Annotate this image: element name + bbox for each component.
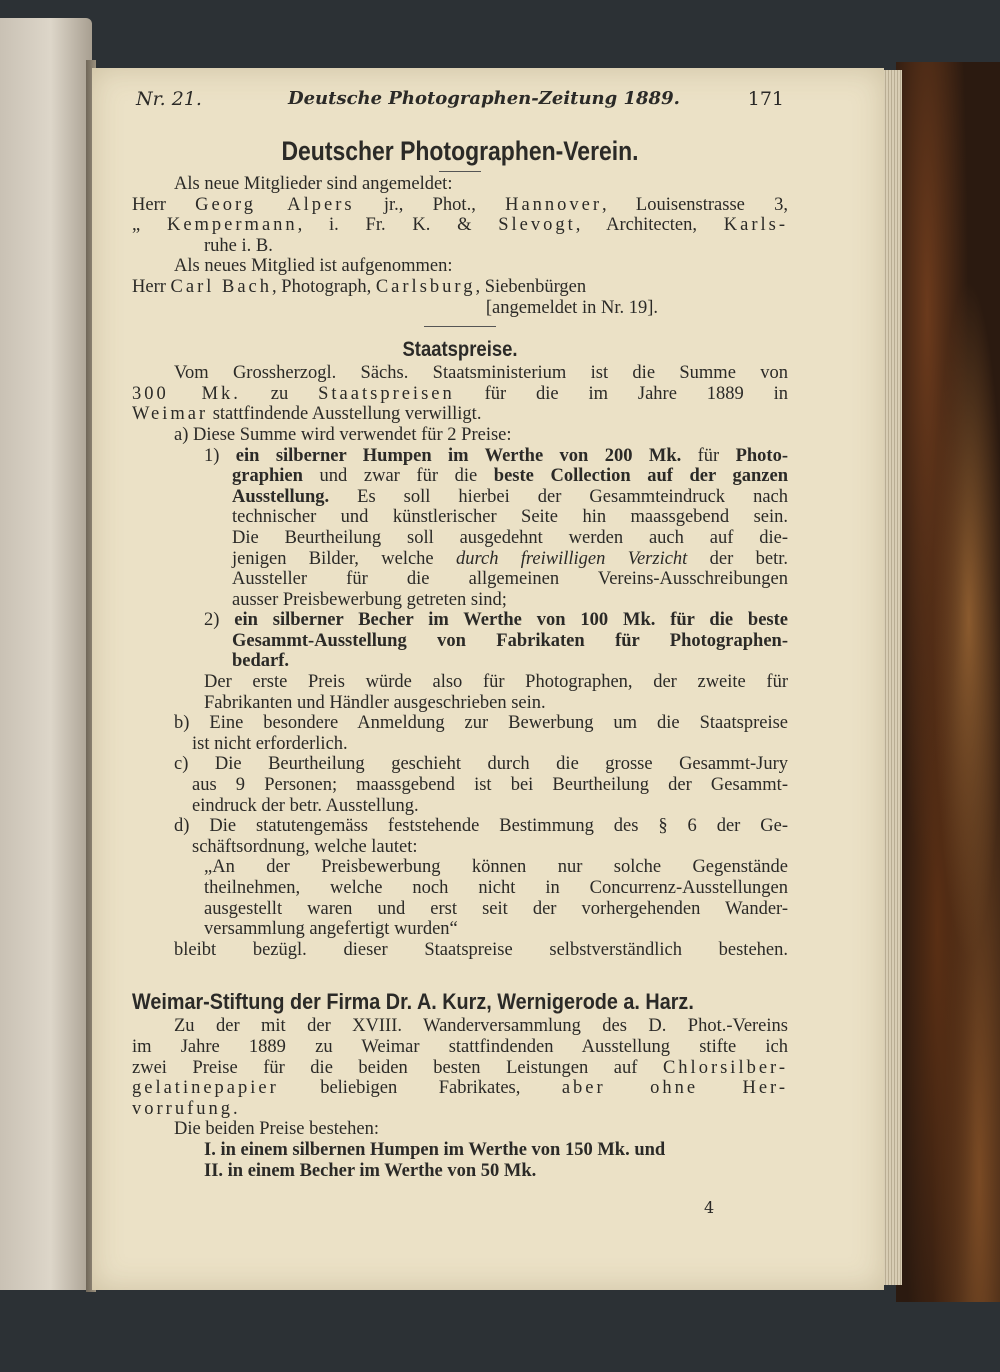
page-number: 171 xyxy=(747,88,784,110)
section-title-stiftung: Weimar-Stiftung der Firma Dr. A. Kurz, Wernigerode a. Harz. xyxy=(132,989,694,1015)
text-line: vorrufung. xyxy=(132,1098,241,1119)
text-line: gelatinepapier beliebigen Fabrikates, aber ohne Her- xyxy=(132,1078,788,1099)
text-line: im Jahre 1889 zu Weimar stattfindenden Ausstellung stifte ich xyxy=(132,1036,788,1057)
prize-item-1: 1) ein silberner Humpen im Werthe von 200 Mk. für Photo- graphien und zwar für die beste Collection auf der ganzen Ausstellung. Es soll hierbei der Gesammteindruck nach technischer und künstlerischer Seite hin maassgebend sein. Die Beurtheilung soll ausgedehnt werden auch auf die- jenigen Bilder, welche durch freiwilligen Verzicht der betr. Aussteller für die allgemeinen Vereins-Ausschreibungen ausser Preisbewerbung getreten sind; xyxy=(204,445,788,610)
text-line: aus 9 Personen; maassgebend ist bei Beurtheilung der Gesammt- xyxy=(192,775,788,796)
member-line: „ Kempermann, i. Fr. K. & Slevogt, Architecten, Karls- xyxy=(132,215,788,236)
text-line: Die beiden Preise bestehen: xyxy=(174,1119,379,1140)
text-line: eindruck der betr. Ausstellung. xyxy=(192,795,419,816)
journal-title: Deutsche Photographen-Zeitung 1889. xyxy=(288,88,680,109)
marbled-cover xyxy=(896,62,1000,1302)
text-line: schäftsordnung, welche lautet: xyxy=(192,836,418,857)
divider xyxy=(424,326,496,327)
quote-line: versammlung angefertigt wurden“ xyxy=(204,919,458,940)
prize-line: II. in einem Becher im Werthe von 50 Mk. xyxy=(204,1160,537,1181)
quote-line: „An der Preisbewerbung können nur solche Gegenstände xyxy=(204,857,788,878)
prize-item-2: 2) ein silberner Becher im Werthe von 100 Mk. für die beste Gesammt-Ausstellung von Fabrikaten für Photographen- bedarf. xyxy=(204,610,788,672)
section-title-verein: Deutscher Photographen-Verein. xyxy=(281,136,639,166)
text-line: [angemeldet in Nr. 19]. xyxy=(485,297,658,318)
text-line: a) Diese Summe wird verwendet für 2 Preise: xyxy=(174,424,512,445)
text-line: bleibt bezügl. dieser Staatspreise selbstverständlich bestehen. xyxy=(174,939,788,960)
text-line: b) Eine besondere Anmeldung zur Bewerbung um die Staatspreise xyxy=(174,713,788,734)
text-line: d) Die statutengemäss feststehende Bestimmung des § 6 der Ge- xyxy=(174,816,788,837)
text-line: ruhe i. B. xyxy=(204,235,273,256)
issue-number: Nr. 21. xyxy=(136,88,202,110)
divider xyxy=(439,171,481,172)
text-line: ist nicht erforderlich. xyxy=(192,733,348,754)
text-line: 300 Mk. zu Staatspreisen für die im Jahre 1889 in xyxy=(132,383,789,404)
text-line: Fabrikanten und Händler ausgeschrieben sein. xyxy=(204,692,546,713)
text-line: Weimar stattfindende Ausstellung verwilligt. xyxy=(132,404,482,425)
signature-mark: 4 xyxy=(704,1198,715,1217)
text-line: Zu der mit der XVIII. Wanderversammlung des D. Phot.-Vereins xyxy=(174,1016,788,1037)
page-content xyxy=(132,134,788,1181)
prize-line: I. in einem silbernen Humpen im Werthe von 150 Mk. und xyxy=(204,1139,666,1160)
page xyxy=(92,68,884,1290)
text-line: Als neues Mitglied ist aufgenommen: xyxy=(174,256,453,277)
quote-line: theilnehmen, welche noch nicht in Concurrenz-Ausstellungen xyxy=(204,878,788,898)
text-line: Der erste Preis würde also für Photographen, der zweite für xyxy=(204,672,788,693)
text-line: Als neue Mitglieder sind angemeldet: xyxy=(174,174,453,194)
text-line: c) Die Beurtheilung geschieht durch die grosse Gesammt-Jury xyxy=(174,754,788,775)
left-page-edge xyxy=(0,18,92,1290)
member-line: Herr Carl Bach, Photograph, Carlsburg, Siebenbürgen xyxy=(132,276,587,297)
member-line: Herr Georg Alpers jr., Phot., Hannover, Louisenstrasse 3, xyxy=(132,194,788,215)
section-title-staatspreise: Staatspreise. xyxy=(402,338,518,362)
text-line: Vom Grossherzogl. Sächs. Staatsministerium ist die Summe von xyxy=(174,363,788,384)
text-line: zwei Preise für die beiden besten Leistungen auf Chlorsilber- xyxy=(132,1057,788,1078)
quote-line: ausgestellt waren und erst seit der vorhergehenden Wander- xyxy=(204,898,788,919)
running-header xyxy=(136,88,784,118)
